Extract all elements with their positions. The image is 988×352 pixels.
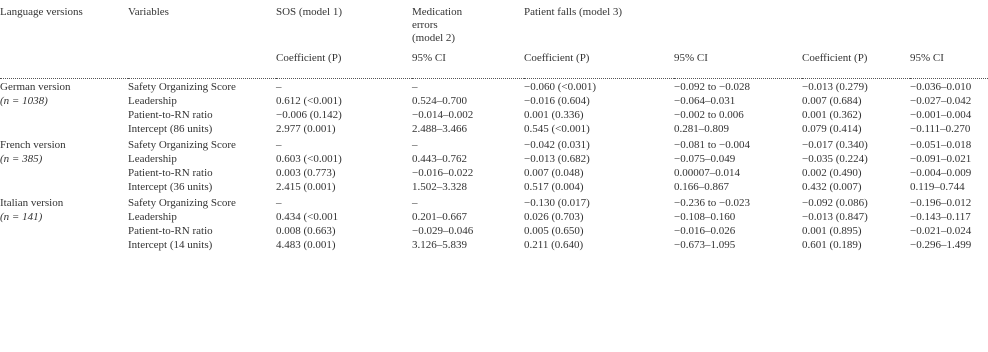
value-cell: 0.432 (0.007) (802, 181, 862, 193)
value-cell: 0.166–0.867 (674, 181, 729, 193)
variable-cell: Safety Organizing Score (128, 139, 236, 151)
header-patient-falls: Patient falls (model 3) (524, 6, 623, 18)
variable-cell: Safety Organizing Score (128, 197, 236, 209)
value-cell: −0.017 (0.340) (802, 139, 868, 151)
value-cell: −0.236 to −0.023 (674, 197, 750, 209)
language-cell (0, 123, 128, 137)
value-cell: −0.006 (0.142) (276, 109, 342, 121)
value-cell: −0.016–0.026 (674, 225, 736, 237)
value-cell: −0.027–0.042 (910, 95, 972, 107)
table-body (0, 79, 988, 254)
language-cell (0, 181, 128, 195)
language-cell: Italian version (0, 197, 64, 209)
variable-cell: Leadership (128, 211, 177, 223)
header-sub-coefficient-3: Coefficient (P) (802, 52, 910, 79)
table-row (0, 109, 988, 123)
table-header (0, 0, 988, 79)
variable-cell: Patient-to-RN ratio (128, 167, 213, 179)
value-cell: 0.001 (0.362) (802, 109, 862, 121)
value-cell: 0.007 (0.684) (802, 95, 862, 107)
value-cell: −0.108–0.160 (674, 211, 736, 223)
language-cell (0, 239, 128, 253)
variable-cell: Patient-to-RN ratio (128, 109, 213, 121)
value-cell: 0.603 (<0.001) (276, 153, 342, 165)
value-cell: 0.517 (0.004) (524, 181, 584, 193)
value-cell: – (412, 81, 418, 93)
value-cell: 0.201–0.667 (412, 211, 467, 223)
header-medication-line-3: (model 2) (412, 32, 456, 44)
table-row (0, 79, 988, 96)
value-cell: 0.007 (0.048) (524, 167, 584, 179)
value-cell: −0.296–1.499 (910, 239, 972, 251)
language-cell: (n = 141) (0, 211, 43, 223)
value-cell: 0.211 (0.640) (524, 239, 584, 251)
header-variables: Variables (128, 6, 169, 18)
value-cell: 0.026 (0.703) (524, 211, 584, 223)
header-sub-ci-3: 95% CI (910, 52, 988, 79)
header-sub-coefficient-1-text: Coefficient (P) (276, 52, 342, 64)
table-row (0, 95, 988, 109)
header-sos-model-1: SOS (model 1) (276, 6, 342, 18)
variable-cell: Patient-to-RN ratio (128, 225, 213, 237)
value-cell: 0.545 (<0.001) (524, 123, 590, 135)
value-cell: −0.016 (0.604) (524, 95, 590, 107)
header-language-versions: Language versions (0, 6, 83, 18)
value-cell: 3.126–5.839 (412, 239, 467, 251)
value-cell: 0.001 (0.895) (802, 225, 862, 237)
variable-cell: Safety Organizing Score (128, 81, 236, 93)
value-cell: −0.016–0.022 (412, 167, 474, 179)
language-cell: French version (0, 139, 66, 151)
header-sub-coefficient-1 (276, 52, 412, 79)
value-cell: −0.060 (<0.001) (524, 81, 596, 93)
value-cell: 0.001 (0.336) (524, 109, 584, 121)
value-cell: 0.443–0.762 (412, 153, 467, 165)
value-cell: −0.036–0.010 (910, 81, 972, 93)
value-cell: 1.502–3.328 (412, 181, 467, 193)
value-cell: −0.143–0.117 (910, 211, 971, 223)
value-cell: – (276, 81, 282, 93)
value-cell: −0.013 (0.847) (802, 211, 868, 223)
value-cell: −0.075–0.049 (674, 153, 736, 165)
table-row (0, 239, 988, 253)
header-sub-empty-0 (0, 52, 128, 79)
header-sub-coefficient-2: Coefficient (P) (524, 52, 674, 79)
value-cell: 2.977 (0.001) (276, 123, 336, 135)
variable-cell: Leadership (128, 153, 177, 165)
header-row-sub (0, 52, 988, 79)
table-row (0, 153, 988, 167)
table-row (0, 195, 988, 211)
value-cell: −0.029–0.046 (412, 225, 474, 237)
value-cell: −0.001–0.004 (910, 109, 972, 121)
value-cell: −0.035 (0.224) (802, 153, 868, 165)
value-cell: −0.014–0.002 (412, 109, 474, 121)
header-sub-empty-1 (128, 52, 276, 79)
value-cell: 0.612 (<0.001) (276, 95, 342, 107)
header-medication-line-1: Medication (412, 6, 463, 18)
value-cell: −0.051–0.018 (910, 139, 972, 151)
value-cell: −0.002 to 0.006 (674, 109, 744, 121)
language-cell (0, 109, 128, 123)
value-cell: – (276, 139, 282, 151)
value-cell: −0.064–0.031 (674, 95, 736, 107)
value-cell: −0.196–0.012 (910, 197, 972, 209)
value-cell: 4.483 (0.001) (276, 239, 336, 251)
value-cell: −0.013 (0.682) (524, 153, 590, 165)
value-cell: 0.434 (<0.001 (276, 211, 339, 223)
header-sub-ci-1: 95% CI (412, 52, 524, 79)
variable-cell: Leadership (128, 95, 177, 107)
value-cell: −0.081 to −0.004 (674, 139, 750, 151)
table-row (0, 225, 988, 239)
value-cell: −0.111–0.270 (910, 123, 971, 135)
value-cell: 0.00007–0.014 (674, 167, 740, 179)
value-cell: −0.021–0.024 (910, 225, 972, 237)
variable-cell: Intercept (86 units) (128, 123, 213, 135)
value-cell: 0.601 (0.189) (802, 239, 862, 251)
value-cell: −0.092 (0.086) (802, 197, 868, 209)
value-cell: 0.079 (0.414) (802, 123, 862, 135)
value-cell: 0.002 (0.490) (802, 167, 862, 179)
language-cell: (n = 1038) (0, 95, 48, 107)
value-cell: −0.091–0.021 (910, 153, 972, 165)
language-cell (0, 225, 128, 239)
value-cell: 0.524–0.700 (412, 95, 467, 107)
value-cell: −0.673–1.095 (674, 239, 736, 251)
value-cell: 0.003 (0.773) (276, 167, 336, 179)
value-cell: −0.004–0.009 (910, 167, 972, 179)
value-cell: −0.092 to −0.028 (674, 81, 750, 93)
variable-cell: Intercept (14 units) (128, 239, 213, 251)
value-cell: −0.130 (0.017) (524, 197, 590, 209)
value-cell: – (276, 197, 282, 209)
value-cell: −0.042 (0.031) (524, 139, 590, 151)
language-cell (0, 167, 128, 181)
value-cell: 0.005 (0.650) (524, 225, 584, 237)
language-cell: German version (0, 81, 71, 93)
value-cell: 0.281–0.809 (674, 123, 729, 135)
table-row (0, 181, 988, 195)
header-medication-line-2: errors (412, 19, 438, 31)
header-row-main (0, 0, 988, 52)
header-sub-ci-2: 95% CI (674, 52, 802, 79)
table-row (0, 167, 988, 181)
variable-cell: Intercept (36 units) (128, 181, 213, 193)
language-cell: (n = 385) (0, 153, 43, 165)
value-cell: – (412, 197, 418, 209)
value-cell: −0.013 (0.279) (802, 81, 868, 93)
table-row (0, 123, 988, 137)
table-row (0, 211, 988, 225)
value-cell: – (412, 139, 418, 151)
value-cell: 0.008 (0.663) (276, 225, 336, 237)
header-medication-errors (412, 0, 524, 52)
value-cell: 2.415 (0.001) (276, 181, 336, 193)
value-cell: 0.119–0.744 (910, 181, 965, 193)
value-cell: 2.488–3.466 (412, 123, 467, 135)
table-row (0, 137, 988, 153)
